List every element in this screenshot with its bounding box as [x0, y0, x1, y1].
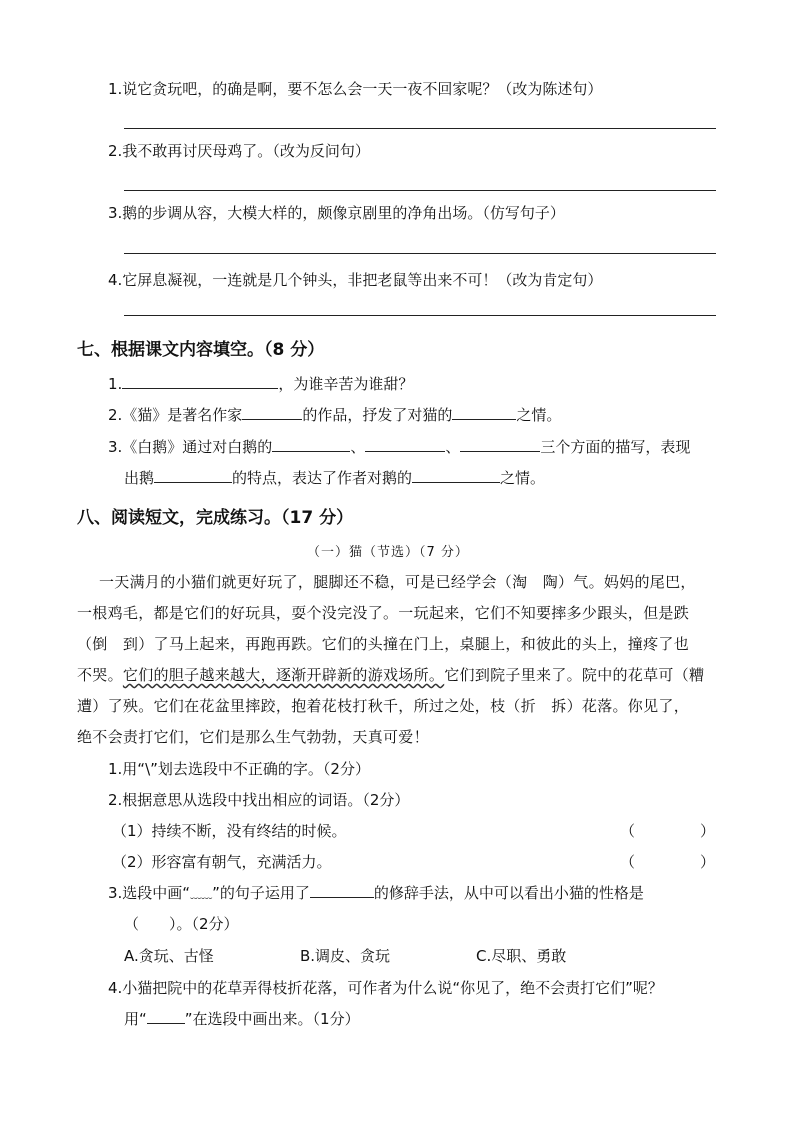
reading-question-4: 4.小猫把院中的花草弄得枝折花落，可作者为什么说“你见了，绝不会责打它们”呢？: [108, 979, 663, 997]
fill-blank[interactable]: [460, 437, 540, 452]
reading-question-1: 1.用“\”划去选段中不正确的字。（2分）: [108, 760, 370, 778]
fill-q1-number: 1.: [108, 375, 123, 393]
fill-blank[interactable]: [154, 468, 232, 483]
answer-line-1[interactable]: [124, 128, 716, 129]
fill-question-2: [108, 404, 561, 425]
fill-blank[interactable]: [272, 437, 350, 452]
answer-line-4[interactable]: [124, 315, 716, 316]
rewrite-question-4: 4.它屏息凝视，一连就是几个钟头，非把老鼠等出来不可！（改为肯定句）: [108, 271, 603, 289]
reading-question-2-2: （2）形容富有朝气，充满活力。: [112, 853, 332, 871]
reading-q3-part-a: 3.选段中画“: [108, 884, 191, 902]
option-c[interactable]: C.尽职、勇敢: [476, 947, 567, 965]
passage-line-1: 一天满月的小猫们就更好玩了，腿脚还不稳，可是已经学会（淘 陶）气。妈妈的尾巴，: [99, 573, 696, 591]
answer-paren-close: ）: [700, 822, 716, 840]
section-8-title: 八、阅读短文，完成练习。（17 分）: [77, 508, 354, 528]
passage-line-4: [77, 664, 717, 685]
fill-q3-part-a: 3.《白鹅》通过对白鹅的: [108, 438, 273, 456]
reading-question-2-1: （1）持续不断，没有终结的时候。: [112, 822, 347, 840]
reading-q4-part-c: ”在选段中画出来。（1分）: [184, 1010, 360, 1028]
fill-q2-part-c: 之情。: [516, 406, 562, 424]
fill-question-3: [108, 436, 690, 457]
answer-line-2[interactable]: [124, 190, 716, 191]
fill-blank[interactable]: [242, 405, 302, 420]
fill-blank[interactable]: [310, 883, 374, 898]
fill-q3-part-d: 的特点，表达了作者对鹅的: [232, 469, 413, 487]
option-b[interactable]: B.调皮、贪玩: [300, 947, 391, 965]
option-a[interactable]: A.贪玩、古怪: [124, 947, 214, 965]
answer-paren-open: （: [620, 853, 636, 871]
fill-q2-part-b: 的作品，抒发了对猫的: [302, 406, 453, 424]
reading-q4-part-b: 用“: [124, 1010, 147, 1028]
reading-question-4-continued: [124, 1008, 360, 1029]
passage-line-4-start: 不哭。: [77, 666, 123, 684]
fill-blank[interactable]: [122, 374, 278, 389]
reading-question-3: [108, 882, 644, 903]
fill-q3-part-c: 出鹅: [124, 469, 155, 487]
section-7-title: 七、根据课文内容填空。（8 分）: [77, 340, 325, 360]
fill-q3-sep-1: 、: [350, 438, 366, 456]
fill-q1-tail: ，为谁辛苦为谁甜？: [278, 375, 414, 393]
fill-q2-part-a: 2.《猫》是著名作家: [108, 406, 243, 424]
reading-question-3-answer: （ ）。（2分）: [124, 915, 239, 933]
fill-q3-part-e: 之情。: [500, 469, 546, 487]
rewrite-question-3: 3.鹅的步调从容，大模大样的，颇像京剧里的净角出场。（仿写句子）: [108, 204, 565, 222]
passage-line-4-end: 它们到院子里来了。院中的花草可（糟: [444, 666, 705, 684]
passage-line-6: 绝不会责打它们，它们是那么生气勃勃，天真可爱！: [77, 728, 429, 746]
fill-blank[interactable]: [412, 468, 500, 483]
reading-q3-part-b: ”的句子运用了: [212, 884, 310, 902]
wavy-underlined-sentence: 它们的胆子越来越大，逐渐开辟新的游戏场所。: [122, 666, 445, 684]
answer-line-3[interactable]: [124, 253, 716, 254]
fill-question-3-continued: [124, 467, 545, 488]
passage-subtitle: （一）猫（节选）（7 分）: [307, 545, 469, 560]
underline-sample: [147, 1013, 185, 1024]
passage-line-2: 一根鸡毛，都是它们的好玩具，耍个没完没了。一玩起来，它们不知要摔多少跟头，但是跌: [77, 604, 690, 622]
passage-line-3: （倒 到）了马上起来，再跑再跌。它们的头撞在门上，桌腿上，和彼此的头上，撞疼了也: [77, 635, 690, 653]
answer-paren-close: ）: [700, 853, 716, 871]
rewrite-question-1: 1.说它贪玩吧，的确是啊，要不怎么会一天一夜不回家呢？（改为陈述句）: [108, 80, 603, 98]
fill-blank[interactable]: [452, 405, 516, 420]
passage-line-5: 遭）了殃。它们在花盆里摔跤，抱着花枝打秋千，所过之处，枝（折 拆）花落。你见了，: [77, 697, 690, 715]
answer-paren-open: （: [620, 822, 636, 840]
fill-blank[interactable]: [365, 437, 445, 452]
reading-q3-part-c: 的修辞手法，从中可以看出小猫的性格是: [373, 884, 644, 902]
rewrite-question-2: 2.我不敢再讨厌母鸡了。（改为反问句）: [108, 142, 370, 160]
wavy-line-sample: ﹏﹏: [190, 887, 213, 901]
fill-q3-part-b: 三个方面的描写，表现: [540, 438, 691, 456]
fill-q3-sep-2: 、: [445, 438, 461, 456]
reading-question-2: 2.根据意思从选段中找出相应的词语。（2分）: [108, 791, 410, 809]
fill-question-1: [108, 373, 413, 394]
